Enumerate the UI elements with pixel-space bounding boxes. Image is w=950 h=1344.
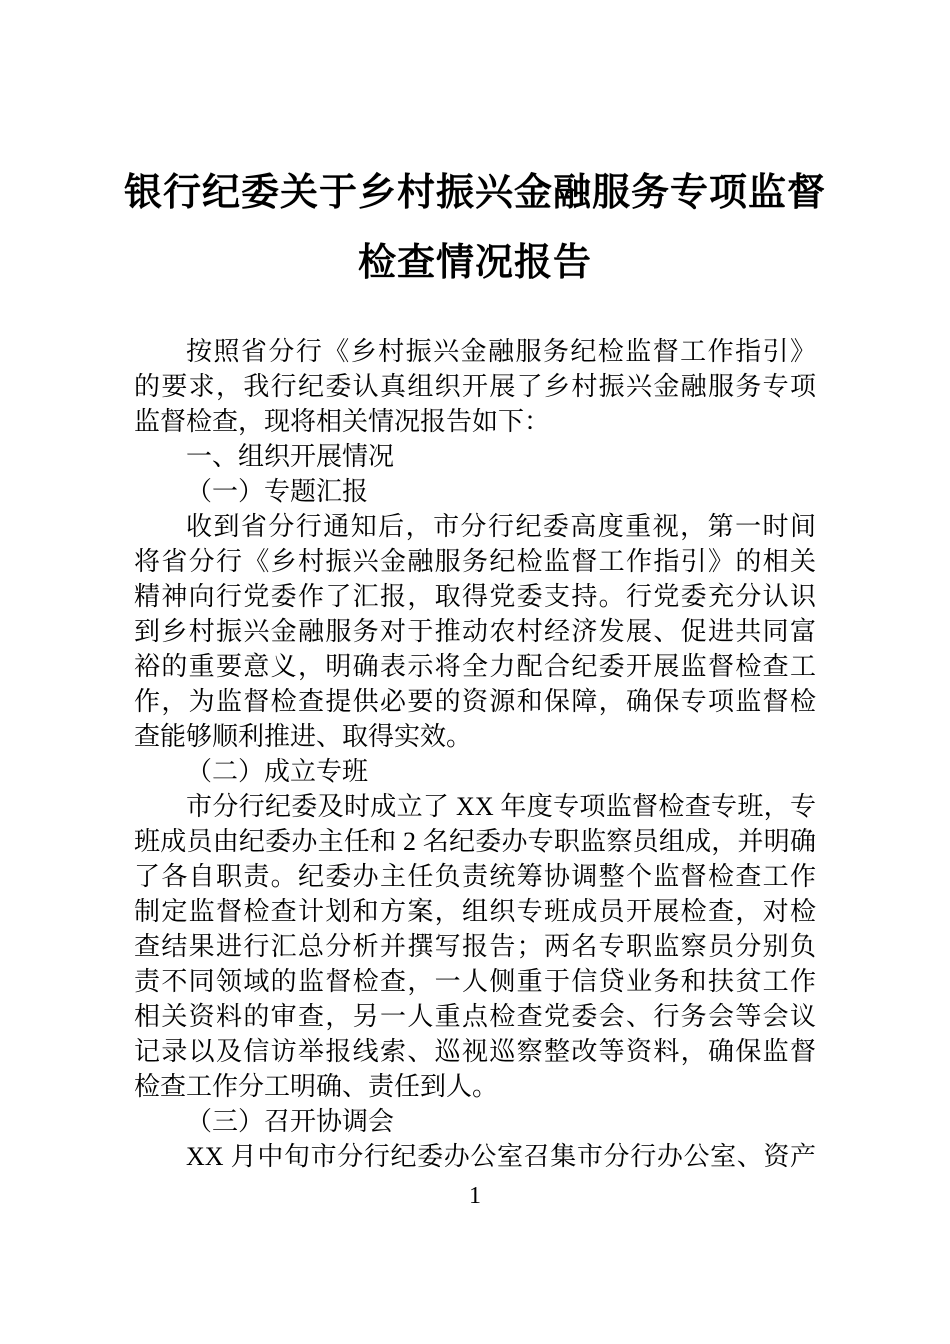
body-line: 相关资料的审查，另一人重点检查党委会、行务会等会议 bbox=[134, 1002, 816, 1031]
body-line: 检查工作分工明确、责任到人。 bbox=[134, 1072, 499, 1101]
body-line: （一）专题汇报 bbox=[186, 477, 369, 506]
document-title-line-2: 检查情况报告 bbox=[357, 242, 592, 284]
body-line: 市分行纪委及时成立了 XX 年度专项监督检查专班，专 bbox=[186, 792, 816, 821]
body-line: 制定监督检查计划和方案，组织专班成员开展检查，对检 bbox=[134, 897, 816, 926]
body-line: 班成员由纪委办主任和 2 名纪委办专职监察员组成，并明确 bbox=[134, 827, 816, 856]
body-line: XX 月中旬市分行纪委办公室召集市分行办公室、资产 bbox=[186, 1142, 816, 1171]
body-line: 将省分行《乡村振兴金融服务纪检监督工作指引》的相关 bbox=[134, 547, 816, 576]
body-line: 责不同领域的监督检查，一人侧重于信贷业务和扶贫工作 bbox=[134, 967, 816, 996]
body-line: 监督检查，现将相关情况报告如下： bbox=[134, 407, 551, 436]
body-line: 裕的重要意义，明确表示将全力配合纪委开展监督检查工 bbox=[134, 652, 816, 681]
body-line: 查结果进行汇总分析并撰写报告；两名专职监察员分别负 bbox=[134, 932, 816, 961]
body-line: （二）成立专班 bbox=[186, 757, 369, 786]
document-title-line-1: 银行纪委关于乡村振兴金融服务专项监督 bbox=[123, 172, 826, 214]
page-number: 1 bbox=[469, 1183, 481, 1209]
document-title bbox=[0, 158, 950, 298]
body-line: 收到省分行通知后，市分行纪委高度重视，第一时间 bbox=[186, 512, 816, 541]
body-line: 到乡村振兴金融服务对于推动农村经济发展、促进共同富 bbox=[134, 617, 816, 646]
body-line: 了各自职责。纪委办主任负责统筹协调整个监督检查工作 bbox=[134, 862, 816, 891]
body-line: 按照省分行《乡村振兴金融服务纪检监督工作指引》 bbox=[186, 337, 816, 366]
body-line: 查能够顺利推进、取得实效。 bbox=[134, 722, 473, 751]
body-line: 一、组织开展情况 bbox=[186, 442, 395, 471]
document-body bbox=[134, 334, 816, 1174]
body-line: 精神向行党委作了汇报，取得党委支持。行党委充分认识 bbox=[134, 582, 816, 611]
body-line: （三）召开协调会 bbox=[186, 1107, 395, 1136]
body-line: 记录以及信访举报线索、巡视巡察整改等资料，确保监督 bbox=[134, 1037, 816, 1066]
body-line: 作，为监督检查提供必要的资源和保障，确保专项监督检 bbox=[134, 687, 816, 716]
body-line: 的要求，我行纪委认真组织开展了乡村振兴金融服务专项 bbox=[134, 372, 816, 401]
